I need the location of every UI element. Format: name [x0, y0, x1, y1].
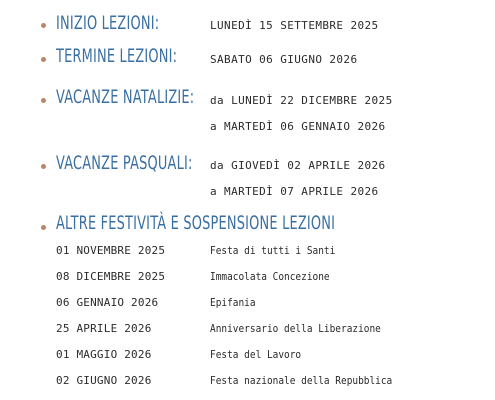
festivita-date: 25 APRILE 2026	[56, 322, 152, 335]
value-pasqua-to: a MARTEDÌ 07 APRILE 2026	[210, 185, 379, 198]
festivita-desc: Festa del Lavoro	[210, 348, 302, 361]
festivita-date: 01 MAGGIO 2026	[56, 348, 152, 361]
festivita-date: 02 GIUGNO 2026	[56, 374, 152, 387]
value-termine-lezioni: SABATO 06 GIUGNO 2026	[210, 53, 358, 66]
heading-vacanze-natalizie: VACANZE NATALIZIE:	[56, 86, 195, 108]
bullet-icon	[41, 57, 46, 62]
festivita-desc: Anniversario della Liberazione	[210, 322, 381, 335]
value-natale-to: a MARTEDÌ 06 GENNAIO 2026	[210, 120, 386, 133]
festivita-date: 01 NOVEMBRE 2025	[56, 244, 166, 257]
heading-inizio-lezioni: INIZIO LEZIONI:	[56, 12, 160, 34]
bullet-icon	[41, 164, 46, 169]
bullet-icon	[41, 225, 46, 230]
heading-vacanze-pasquali: VACANZE PASQUALI:	[56, 152, 193, 174]
festivita-desc: Festa nazionale della Repubblica	[210, 374, 393, 387]
festivita-date: 06 GENNAIO 2026	[56, 296, 159, 309]
heading-altre-festivita: ALTRE FESTIVITÀ E SOSPENSIONE LEZIONI	[56, 212, 336, 234]
value-natale-from: da LUNEDÌ 22 DICEMBRE 2025	[210, 94, 393, 107]
value-pasqua-from: da GIOVEDÌ 02 APRILE 2026	[210, 159, 386, 172]
bullet-icon	[41, 23, 46, 28]
heading-termine-lezioni: TERMINE LEZIONI:	[56, 45, 178, 67]
value-inizio-lezioni: LUNEDÌ 15 SETTEMBRE 2025	[210, 19, 379, 32]
festivita-date: 08 DICEMBRE 2025	[56, 270, 166, 283]
festivita-desc: Epifania	[210, 296, 256, 309]
festivita-desc: Festa di tutti i Santi	[210, 244, 336, 257]
festivita-desc: Immacolata Concezione	[210, 270, 330, 283]
bullet-icon	[41, 98, 46, 103]
